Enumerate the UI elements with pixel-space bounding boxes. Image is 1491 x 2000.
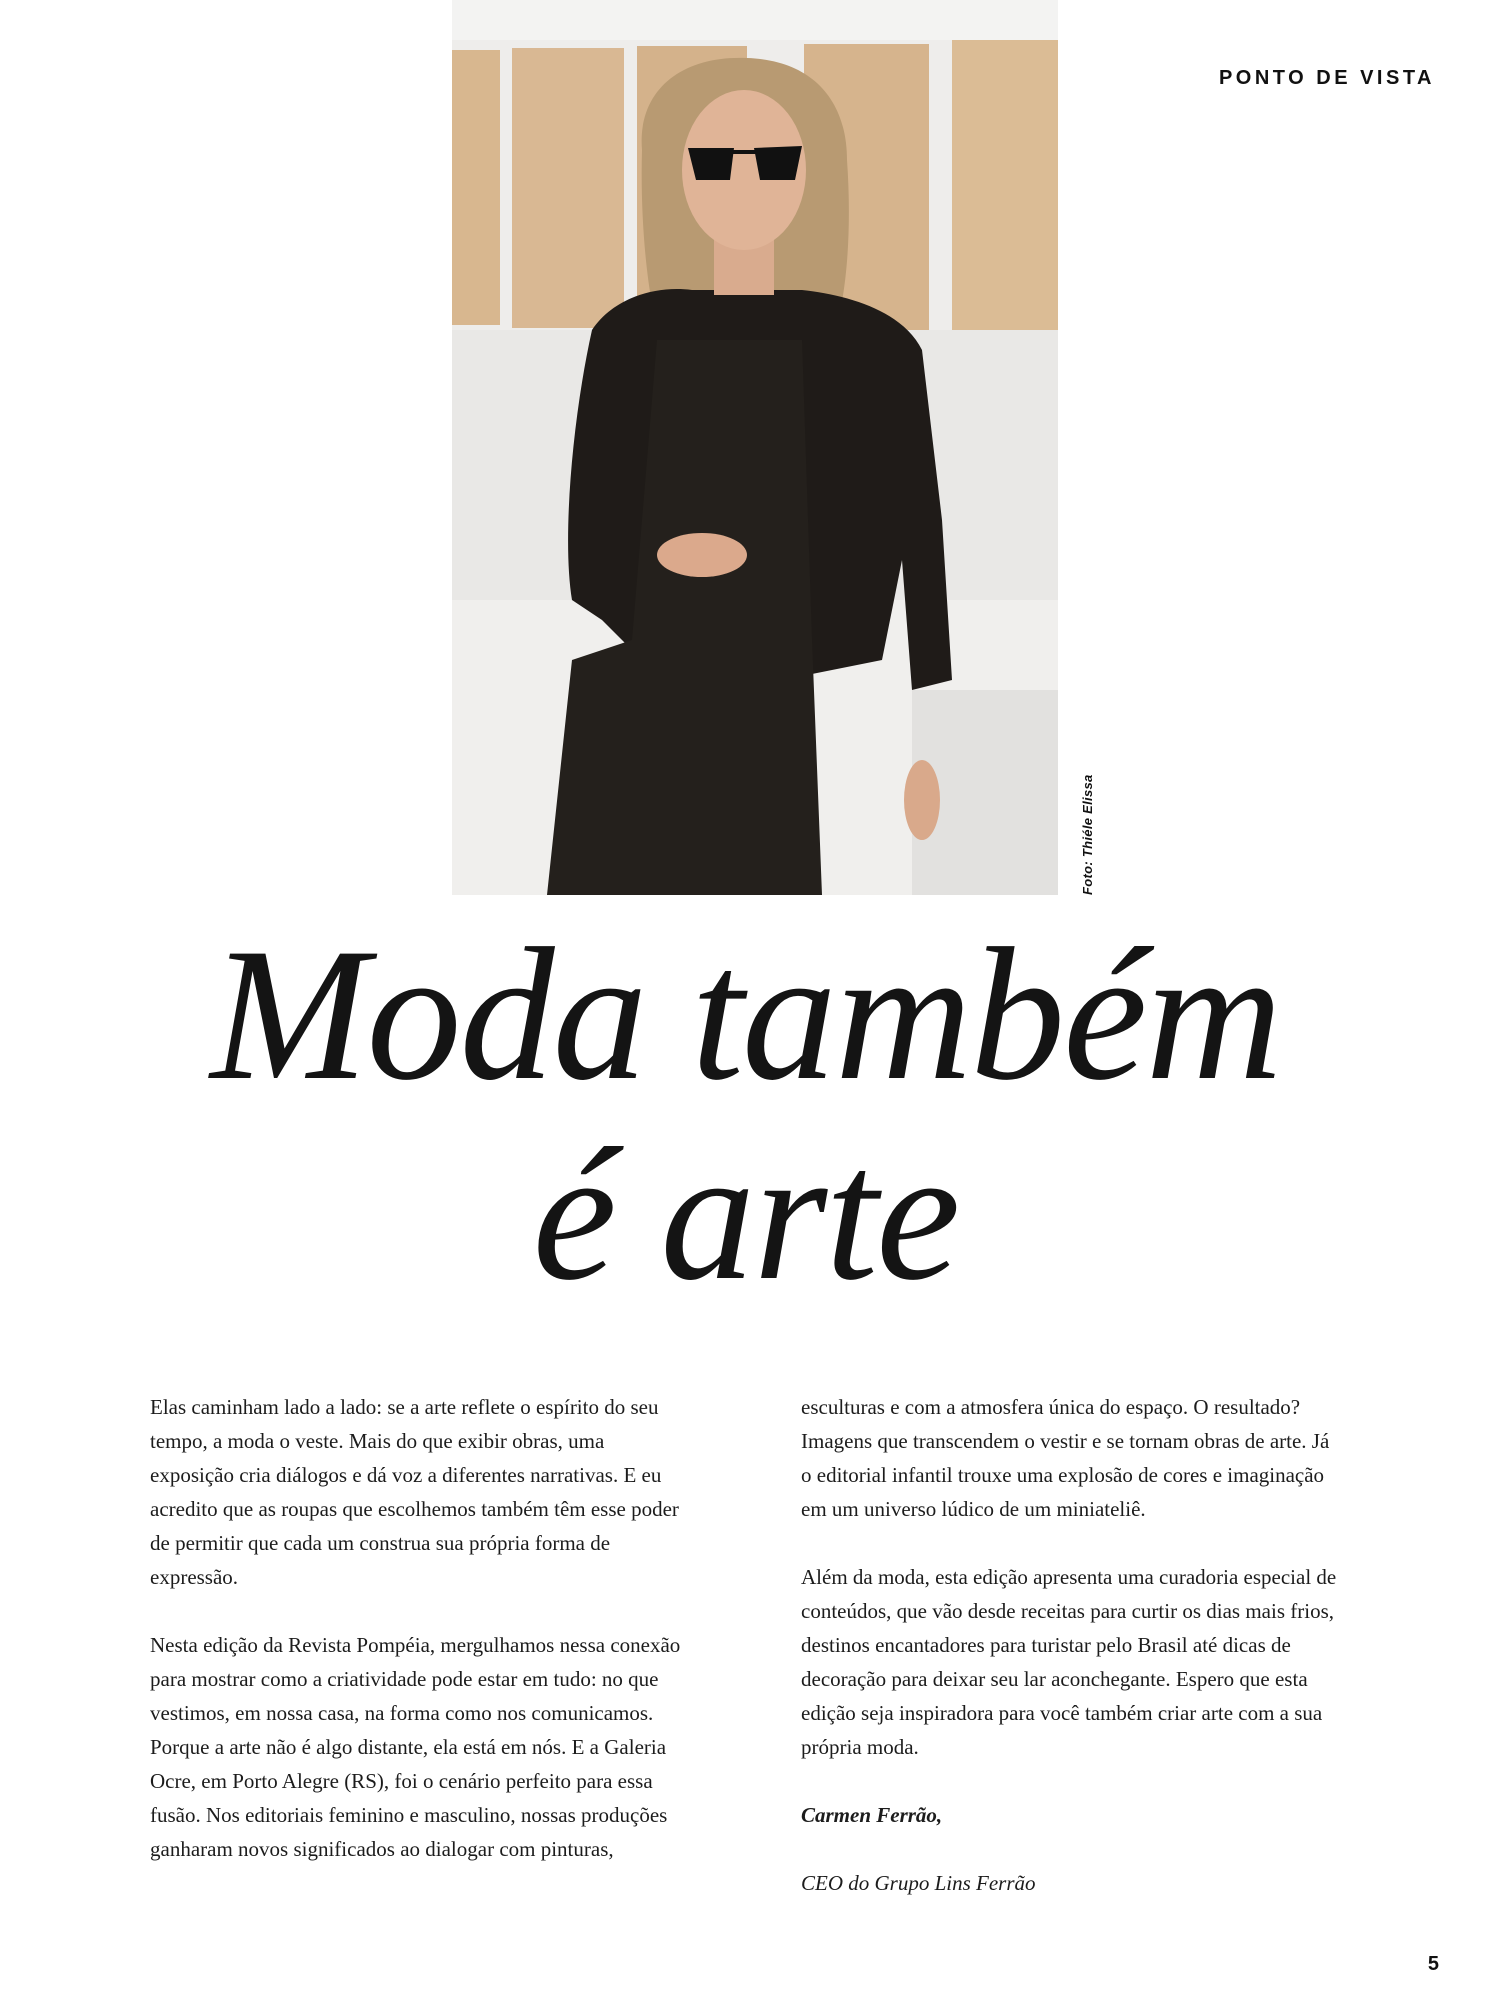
article-column-left — [150, 1390, 690, 1900]
photo-credit: Foto: Thiéle Elissa — [1080, 774, 1095, 895]
article-column-right — [801, 1390, 1341, 1934]
signature-name: Carmen Ferrão, — [801, 1803, 943, 1827]
paragraph: esculturas e com a atmosfera única do espaço. O resultado? Imagens que transcendem o vestir e se tornam obras de arte. Já o editorial infantil trouxe uma explosão de cores e imaginação em um universo lúdico de um miniateliê. — [801, 1395, 1330, 1521]
paragraph: Além da moda, esta edição apresenta uma curadoria especial de conteúdos, que vão desde receitas para curtir os dias mais frios, destinos encantadores para turistar pelo Brasil até dicas de decoração para deixar seu lar aconchegante. Espero que esta edição seja inspiradora para você também criar arte com a sua própria moda. — [801, 1565, 1337, 1759]
section-label: PONTO DE VISTA — [1218, 67, 1435, 89]
headline-line-1 — [0, 910, 1491, 1120]
headline-text-1: Moda também — [210, 910, 1281, 1120]
headline-text-2: é arte — [532, 1110, 959, 1320]
headline-line-2 — [0, 1110, 1491, 1320]
page-number: 5 — [1427, 1953, 1439, 1975]
paragraph: Elas caminham lado a lado: se a arte reflete o espírito do seu tempo, a moda o veste. Mais do que exibir obras, uma exposição cria diálogos e dá voz a diferentes narrativas. E eu acredito que as roupas que escolhemos também têm esse poder de permitir que cada um construa sua própria forma de expressão. — [150, 1395, 679, 1589]
portrait-illustration — [452, 0, 1058, 895]
portrait-photo — [452, 0, 1058, 895]
paragraph: Nesta edição da Revista Pompéia, mergulhamos nessa conexão para mostrar como a criatividade pode estar em tudo: no que vestimos, em nossa casa, na forma como nos comunicamos. Porque a arte não é algo distante, ela está em nós. E a Galeria Ocre, em Porto Alegre (RS), foi o cenário perfeito para essa fusão. Nos editoriais feminino e masculino, nossas produções ganharam novos significados ao dialogar com pinturas, — [150, 1633, 681, 1861]
signature-title: CEO do Grupo Lins Ferrão — [801, 1871, 1036, 1895]
